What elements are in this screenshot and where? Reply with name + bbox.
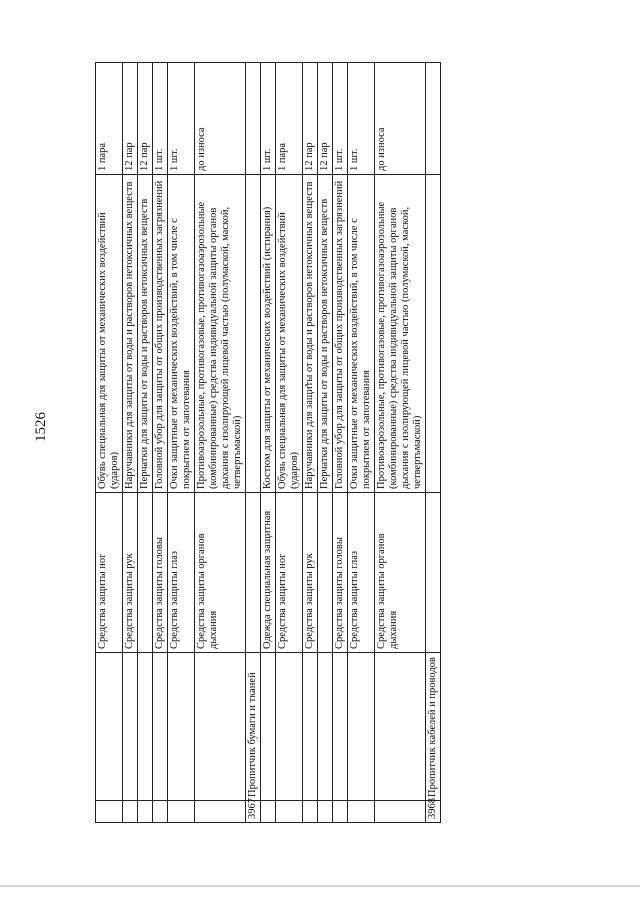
issue-norm-cell: 1 шт. (168, 63, 195, 175)
profession-cell (153, 653, 168, 801)
scan-edge-line (0, 885, 640, 887)
row-number-cell (375, 801, 426, 823)
row-number-cell (261, 801, 276, 823)
table-row (261, 63, 276, 823)
row-number-cell (96, 801, 123, 823)
issue-norm-cell: до износа (375, 63, 426, 175)
profession-cell (333, 653, 348, 801)
table-row (276, 63, 303, 823)
row-number-cell (168, 801, 195, 823)
ppe-category-cell: Средства защиты глаз (348, 493, 375, 653)
table-row (333, 63, 348, 823)
ppe-category-cell: Средства защиты органов дыхания (375, 493, 426, 653)
row-number-cell (195, 801, 246, 823)
profession-cell (375, 653, 426, 801)
ppe-category-cell: Средства защиты головы (153, 493, 168, 653)
table-row (348, 63, 375, 823)
table-row (246, 63, 261, 823)
row-number-cell (153, 801, 168, 823)
issue-norm-cell: 1 пара (96, 63, 123, 175)
ppe-category-cell: Средства защиты органов дыхания (195, 493, 246, 653)
ppe-item-cell: Перчатки для защиты от воды и растворов нетоксичных веществ (138, 175, 153, 493)
ppe-item-cell: Противоаэрозольные, противогазовые, противогазоаэрозольные (комбинированные) средства индивидуальной защиты органов дыхания с изолирующей лицевой частью (полумаской, маской, четвертьмаской) (195, 175, 246, 493)
ppe-norms-table (95, 62, 441, 823)
profession-cell (318, 653, 333, 801)
row-number-cell (123, 801, 138, 823)
ppe-category-cell: Одежда специальная защитная (261, 493, 276, 653)
profession-cell (261, 653, 276, 801)
table-row (318, 63, 333, 823)
issue-norm-cell: 12 пар (318, 63, 333, 175)
row-number-cell (138, 801, 153, 823)
rotated-table-container (95, 63, 545, 823)
table-row (195, 63, 246, 823)
issue-norm-cell: 1 шт. (261, 63, 276, 175)
issue-norm-cell: 12 пар (138, 63, 153, 175)
issue-norm-cell: 12 пар (303, 63, 318, 175)
table-row (426, 63, 441, 823)
issue-norm-cell: до износа (195, 63, 246, 175)
table-row (96, 63, 123, 823)
ppe-category-cell: Средства защиты рук (123, 493, 138, 653)
profession-cell (123, 653, 138, 801)
profession-cell (138, 653, 153, 801)
profession-cell: Пропитчик кабелей и проводов (426, 653, 441, 801)
ppe-category-cell (138, 493, 153, 653)
row-number-cell (303, 801, 318, 823)
ppe-item-cell: Обувь специальная для защиты от механических воздействий (ударов) (96, 175, 123, 493)
profession-cell: Пропитчик бумаги и тканей (246, 653, 261, 801)
table-row (168, 63, 195, 823)
table-row (138, 63, 153, 823)
table-row (123, 63, 138, 823)
ppe-item-cell: Перчатки для защиты от воды и растворов нетоксичных веществ (318, 175, 333, 493)
ppe-category-cell (318, 493, 333, 653)
profession-cell (348, 653, 375, 801)
profession-cell (168, 653, 195, 801)
table-row (153, 63, 168, 823)
ppe-category-cell (246, 493, 261, 653)
ppe-category-cell (426, 493, 441, 653)
table-row (375, 63, 426, 823)
issue-norm-cell: 1 шт. (348, 63, 375, 175)
profession-cell (195, 653, 246, 801)
ppe-item-cell: Головной убор для защиты от общих производственных загрязнений (153, 175, 168, 493)
ppe-item-cell (246, 175, 261, 493)
row-number-cell (348, 801, 375, 823)
ppe-item-cell: Очки защитные от механических воздействий, в том числе с покрытием от запотевания (168, 175, 195, 493)
ppe-category-cell: Средства защиты ног (96, 493, 123, 653)
row-number-cell (318, 801, 333, 823)
row-number-cell: 3967 (246, 801, 261, 823)
ppe-item-cell: Противоаэрозольные, противогазовые, противогазоаэрозольные (комбинированные) средства индивидуальной защиты органов дыхания с изолирующей лицевой частью (полумаской, маской, четвертьмаской) (375, 175, 426, 493)
ppe-item-cell: Наручавники для защиты от воды и растворов нетоксичных веществ (123, 175, 138, 493)
issue-norm-cell (246, 63, 261, 175)
table-body (96, 63, 441, 823)
ppe-category-cell: Средства защиты рук (303, 493, 318, 653)
ppe-item-cell (426, 175, 441, 493)
ppe-item-cell: Костюм для защиты от механических воздействий (истирания) (261, 175, 276, 493)
row-number-cell: 3968 (426, 801, 441, 823)
profession-cell (96, 653, 123, 801)
issue-norm-cell (426, 63, 441, 175)
ppe-category-cell: Средства защиты глаз (168, 493, 195, 653)
ppe-item-cell: Наручавники для защиты от воды и растворов нетоксичных веществ (303, 175, 318, 493)
ppe-category-cell: Средства защиты головы (333, 493, 348, 653)
issue-norm-cell: 12 пар (123, 63, 138, 175)
page-number: 1526 (33, 412, 49, 442)
row-number-cell (333, 801, 348, 823)
ppe-category-cell: Средства защиты ног (276, 493, 303, 653)
row-number-cell (276, 801, 303, 823)
issue-norm-cell: 1 шт. (153, 63, 168, 175)
table-row (303, 63, 318, 823)
ppe-item-cell: Очки защитные от механических воздействий, в том числе с покрытием от запотевания (348, 175, 375, 493)
ppe-item-cell: Головной убор для защиты от общих производственных загрязнений (333, 175, 348, 493)
ppe-item-cell: Обувь специальная для защиты от механических воздействий (ударов) (276, 175, 303, 493)
issue-norm-cell: 1 шт. (333, 63, 348, 175)
issue-norm-cell: 1 пара (276, 63, 303, 175)
profession-cell (303, 653, 318, 801)
profession-cell (276, 653, 303, 801)
